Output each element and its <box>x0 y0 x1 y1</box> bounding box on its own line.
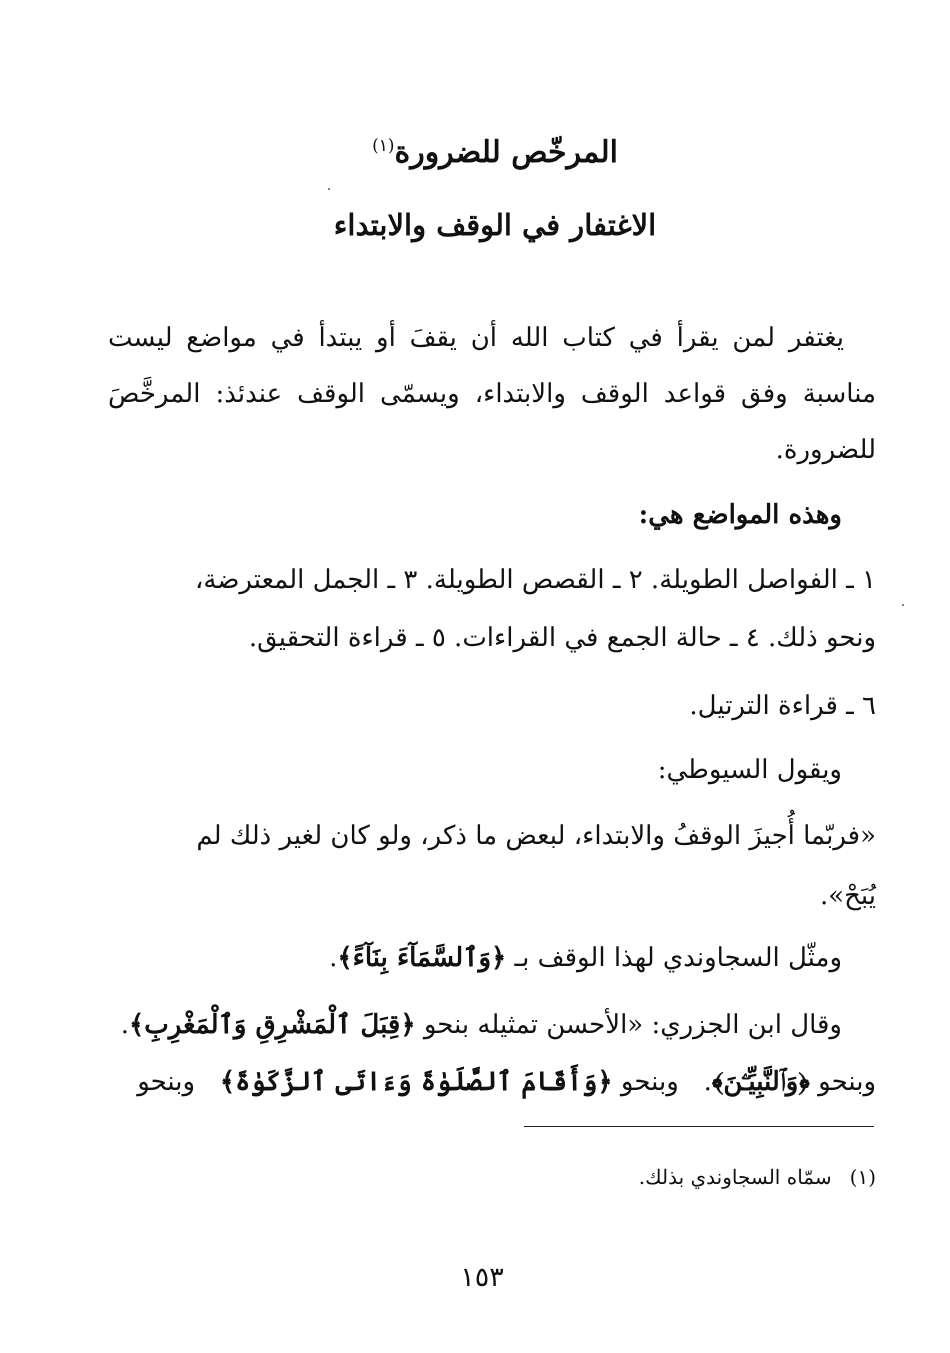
suyuti-quote-line-2: يُبَحْ». <box>819 881 876 911</box>
quran-verse-nabiyyin: وَٱلنَّبِيِّـۧنَ <box>723 1067 799 1097</box>
ornate-bracket-close-icon: ﴾ <box>129 1010 145 1040</box>
footnote-divider <box>524 1126 874 1127</box>
scan-speck <box>902 604 904 606</box>
scan-speck <box>328 188 330 190</box>
footnote-marker: (١) <box>849 1165 876 1189</box>
quran-verse-salah: وَأَقَامَ ٱلصَّلَوٰةَ وَءَاتَى ٱلزَّكَوٰةَ <box>235 1067 598 1097</box>
jazari-part-1: وبنحو <box>818 1067 876 1097</box>
places-line-3: ٦ ـ قراءة الترتيل. <box>689 691 876 721</box>
quran-verse-mashriq: قِبَلَ ٱلْمَشْرِقِ وَٱلْمَغْرِبِ <box>144 1010 401 1040</box>
sajawandi-text: ومثّل السجاوندي لهذا الوقف بـ <box>514 943 842 973</box>
ornate-bracket-open-icon: ﴿ <box>400 1010 416 1040</box>
ornate-bracket-close-icon: ﴾ <box>337 943 353 973</box>
chapter-subtitle: الاغتفار في الوقف والابتداء <box>333 208 657 242</box>
jazari-line-2: وبنحو ﴿وَٱلنَّبِيِّـۧنَ﴾. وبنحو ﴿وَأَقَامَ ٱلصَّلَوٰةَ وَءَاتَى ٱلزَّكَوٰةَ﴾ وبنحو <box>137 1067 876 1097</box>
places-line-2: ونحو ذلك. ٤ ـ حالة الجمع في القراءات. ٥ ـ قراءة التحقيق. <box>248 623 876 653</box>
jazari-line-1: وقال ابن الجزري: «الأحسن تمثيله بنحو ﴿قِبَلَ ٱلْمَشْرِقِ وَٱلْمَغْرِبِ﴾. <box>120 1010 842 1040</box>
suyuti-intro: ويقول السيوطي: <box>657 755 842 785</box>
ornate-bracket-open-icon: ﴿ <box>798 1067 810 1097</box>
intro-paragraph-text: يغتفر لمن يقرأ في كتاب الله أن يقفَ أو يبتدأ في مواضع ليست مناسبة وفق قواعد الوقف والابتداء، ويسمّى الوقف عندئذ: المرخَّصَ للضرورة. <box>108 323 876 465</box>
footnote <box>639 1162 876 1192</box>
ornate-bracket-close-icon: ﴾ <box>219 1067 236 1097</box>
jazari-part-2: وبنحو <box>620 1067 679 1097</box>
quran-verse-sama: وَٱلسَّمَآءَ بِنَآءً <box>352 943 492 973</box>
intro-paragraph <box>108 310 876 478</box>
page-number: ١٥٣ <box>460 1262 504 1293</box>
places-line-1: ١ ـ الفواصل الطويلة. ٢ ـ القصص الطويلة. ٣ ـ الجمل المعترضة، <box>195 565 876 595</box>
title-footnote-marker[interactable]: (١) <box>372 136 395 156</box>
jazari-part-3: وبنحو <box>137 1067 196 1097</box>
ornate-bracket-open-icon: ﴿ <box>491 943 507 973</box>
chapter-title-text: المرخّص للضرورة <box>394 135 618 170</box>
sajawandi-line: ومثّل السجاوندي لهذا الوقف بـ ﴿وَٱلسَّمَآءَ بِنَآءً﴾. <box>329 943 842 973</box>
jazari-text: وقال ابن الجزري: «الأحسن تمثيله بنحو <box>423 1010 842 1040</box>
footnote-text: سمّاه السجاوندي بذلك. <box>638 1165 832 1189</box>
chapter-title <box>0 135 950 170</box>
suyuti-quote-line-1: «فربّما أُجيزَ الوقفُ والابتداء، لبعض ما ذكر، ولو كان لغير ذلك لم <box>196 821 876 851</box>
places-intro: وهذه المواضع هي: <box>638 500 842 530</box>
ornate-bracket-close-icon: ﴾ <box>711 1067 724 1097</box>
ornate-bracket-open-icon: ﴿ <box>597 1067 613 1097</box>
